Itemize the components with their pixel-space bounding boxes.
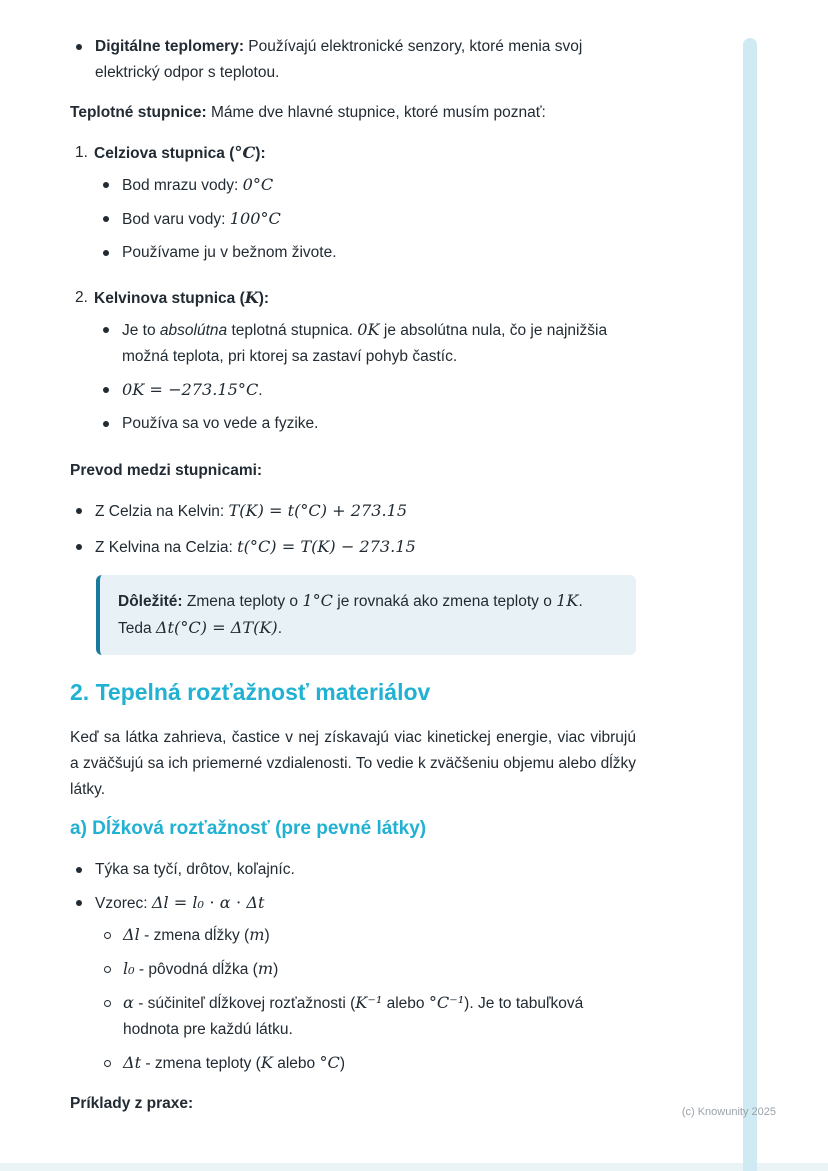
- numbered-item-celsius: [70, 140, 636, 273]
- list-item: [94, 206, 636, 233]
- bullet-icon: [76, 44, 82, 50]
- circle-bullet-icon: [104, 966, 111, 973]
- list-item: [94, 377, 636, 404]
- section-heading: 2. Tepelná rozťažnosť materiálov: [70, 679, 431, 705]
- list-item: [70, 890, 636, 1077]
- list-item-text: Bod mrazu vody: 0°C: [122, 175, 274, 194]
- callout-text: Dôležité: Zmena teploty o 1°C je rovnaká ako zmena teploty o 1K. Teda Δt(°C) = ΔT(K).: [118, 591, 583, 637]
- list-item-text: Z Celzia na Kelvin: T(K) = t(°C) + 273.15: [95, 501, 408, 520]
- expansion-list: [70, 857, 636, 1077]
- list-item-text: Bod varu vody: 100°C: [122, 209, 281, 228]
- list-number: 1.: [75, 144, 88, 161]
- document-content: [70, 34, 636, 1117]
- formula-legend-list: [95, 922, 636, 1077]
- list-item: [95, 1050, 636, 1077]
- watermark: (c) Knowunity 2025: [681, 1106, 776, 1118]
- paragraph-priklady-heading: Príklady z praxe:: [70, 1095, 194, 1112]
- list-item-text: 0K = −273.15°C.: [122, 380, 263, 399]
- circle-bullet-icon: [104, 1000, 111, 1007]
- numbered-item-title: Kelvinova stupnica (K):: [94, 288, 270, 307]
- list-item: [70, 498, 636, 525]
- list-number: 2.: [75, 289, 88, 306]
- list-item-text: Používame ju v bežnom živote.: [122, 244, 337, 261]
- page-bottom-edge: [0, 1163, 828, 1171]
- list-item: [70, 857, 636, 883]
- numbered-item-body: [94, 285, 636, 444]
- paragraph-expansion-intro: Keď sa látka zahrieva, častice v nej získavajú viac kinetickej energie, viac vibrujú a zväčšujú sa ich priemerné vzdialenosti. To vedie k zväčšeniu objemu alebo dĺžky látky.: [70, 729, 636, 798]
- list-item: [95, 922, 636, 949]
- numbered-item-title: Celziova stupnica (°C):: [94, 143, 266, 162]
- list-item-text: Používa sa vo vede a fyzike.: [122, 415, 319, 432]
- list-item-text: Vzorec: Δl = l₀ ⋅ α ⋅ Δt: [95, 893, 265, 912]
- list-item-text: Digitálne teplomery: Používajú elektronické senzory, ktoré menia svoj elektrický odpor s teplotou.: [95, 38, 583, 81]
- bullet-icon: [103, 327, 109, 333]
- list-item-text: Je to absolútna teplotná stupnica. 0K je absolútna nula, čo je najnižšia možná teplota, pri ktorej sa zastaví pohyb častíc.: [122, 320, 608, 365]
- bullet-icon: [103, 182, 109, 188]
- numbered-list: [70, 140, 636, 444]
- numbered-item-body: [94, 140, 636, 273]
- page-edge-stripe: [743, 38, 757, 1171]
- list-item-text: α - súčiniteľ dĺžkovej rozťažnosti (K⁻¹ alebo °C⁻¹). Je to tabuľková hodnota pre každú látku.: [123, 993, 584, 1038]
- list-item-text: l₀ - pôvodná dĺžka (m): [123, 959, 279, 978]
- numbered-item-kelvin: [70, 285, 636, 444]
- sub-bullet-list: [94, 317, 636, 437]
- bullet-icon: [76, 544, 82, 550]
- conversion-list: [70, 498, 636, 561]
- list-item: [70, 34, 636, 86]
- sub-bullet-list: [94, 172, 636, 266]
- circle-bullet-icon: [104, 932, 111, 939]
- list-item: [95, 956, 636, 983]
- bullet-icon: [103, 250, 109, 256]
- list-item-text: Z Kelvina na Celzia: t(°C) = T(K) − 273.15: [95, 537, 416, 556]
- bullet-icon: [76, 508, 82, 514]
- paragraph-scales-intro: Teplotné stupnice: Máme dve hlavné stupnice, ktoré musím poznať:: [70, 104, 546, 121]
- list-item: [94, 172, 636, 199]
- list-item: [94, 317, 636, 370]
- intro-bullet-list: [70, 34, 636, 86]
- callout-note: [96, 575, 636, 655]
- list-item: [70, 534, 636, 561]
- list-item-text: Δl - zmena dĺžky (m): [123, 925, 270, 944]
- list-item-text: Δt - zmena teploty (K alebo °C): [123, 1053, 346, 1072]
- list-item: [95, 990, 636, 1043]
- bullet-icon: [103, 387, 109, 393]
- list-item-text: Týka sa tyčí, drôtov, koľajníc.: [95, 861, 295, 878]
- bullet-icon: [103, 421, 109, 427]
- list-item: [94, 411, 636, 437]
- subsection-heading: a) Dĺžková rozťažnosť (pre pevné látky): [70, 818, 427, 839]
- circle-bullet-icon: [104, 1060, 111, 1067]
- bullet-icon: [76, 867, 82, 873]
- bullet-icon: [76, 900, 82, 906]
- list-item: [94, 240, 636, 266]
- paragraph-prevod-heading: Prevod medzi stupnicami:: [70, 462, 263, 479]
- bullet-icon: [103, 216, 109, 222]
